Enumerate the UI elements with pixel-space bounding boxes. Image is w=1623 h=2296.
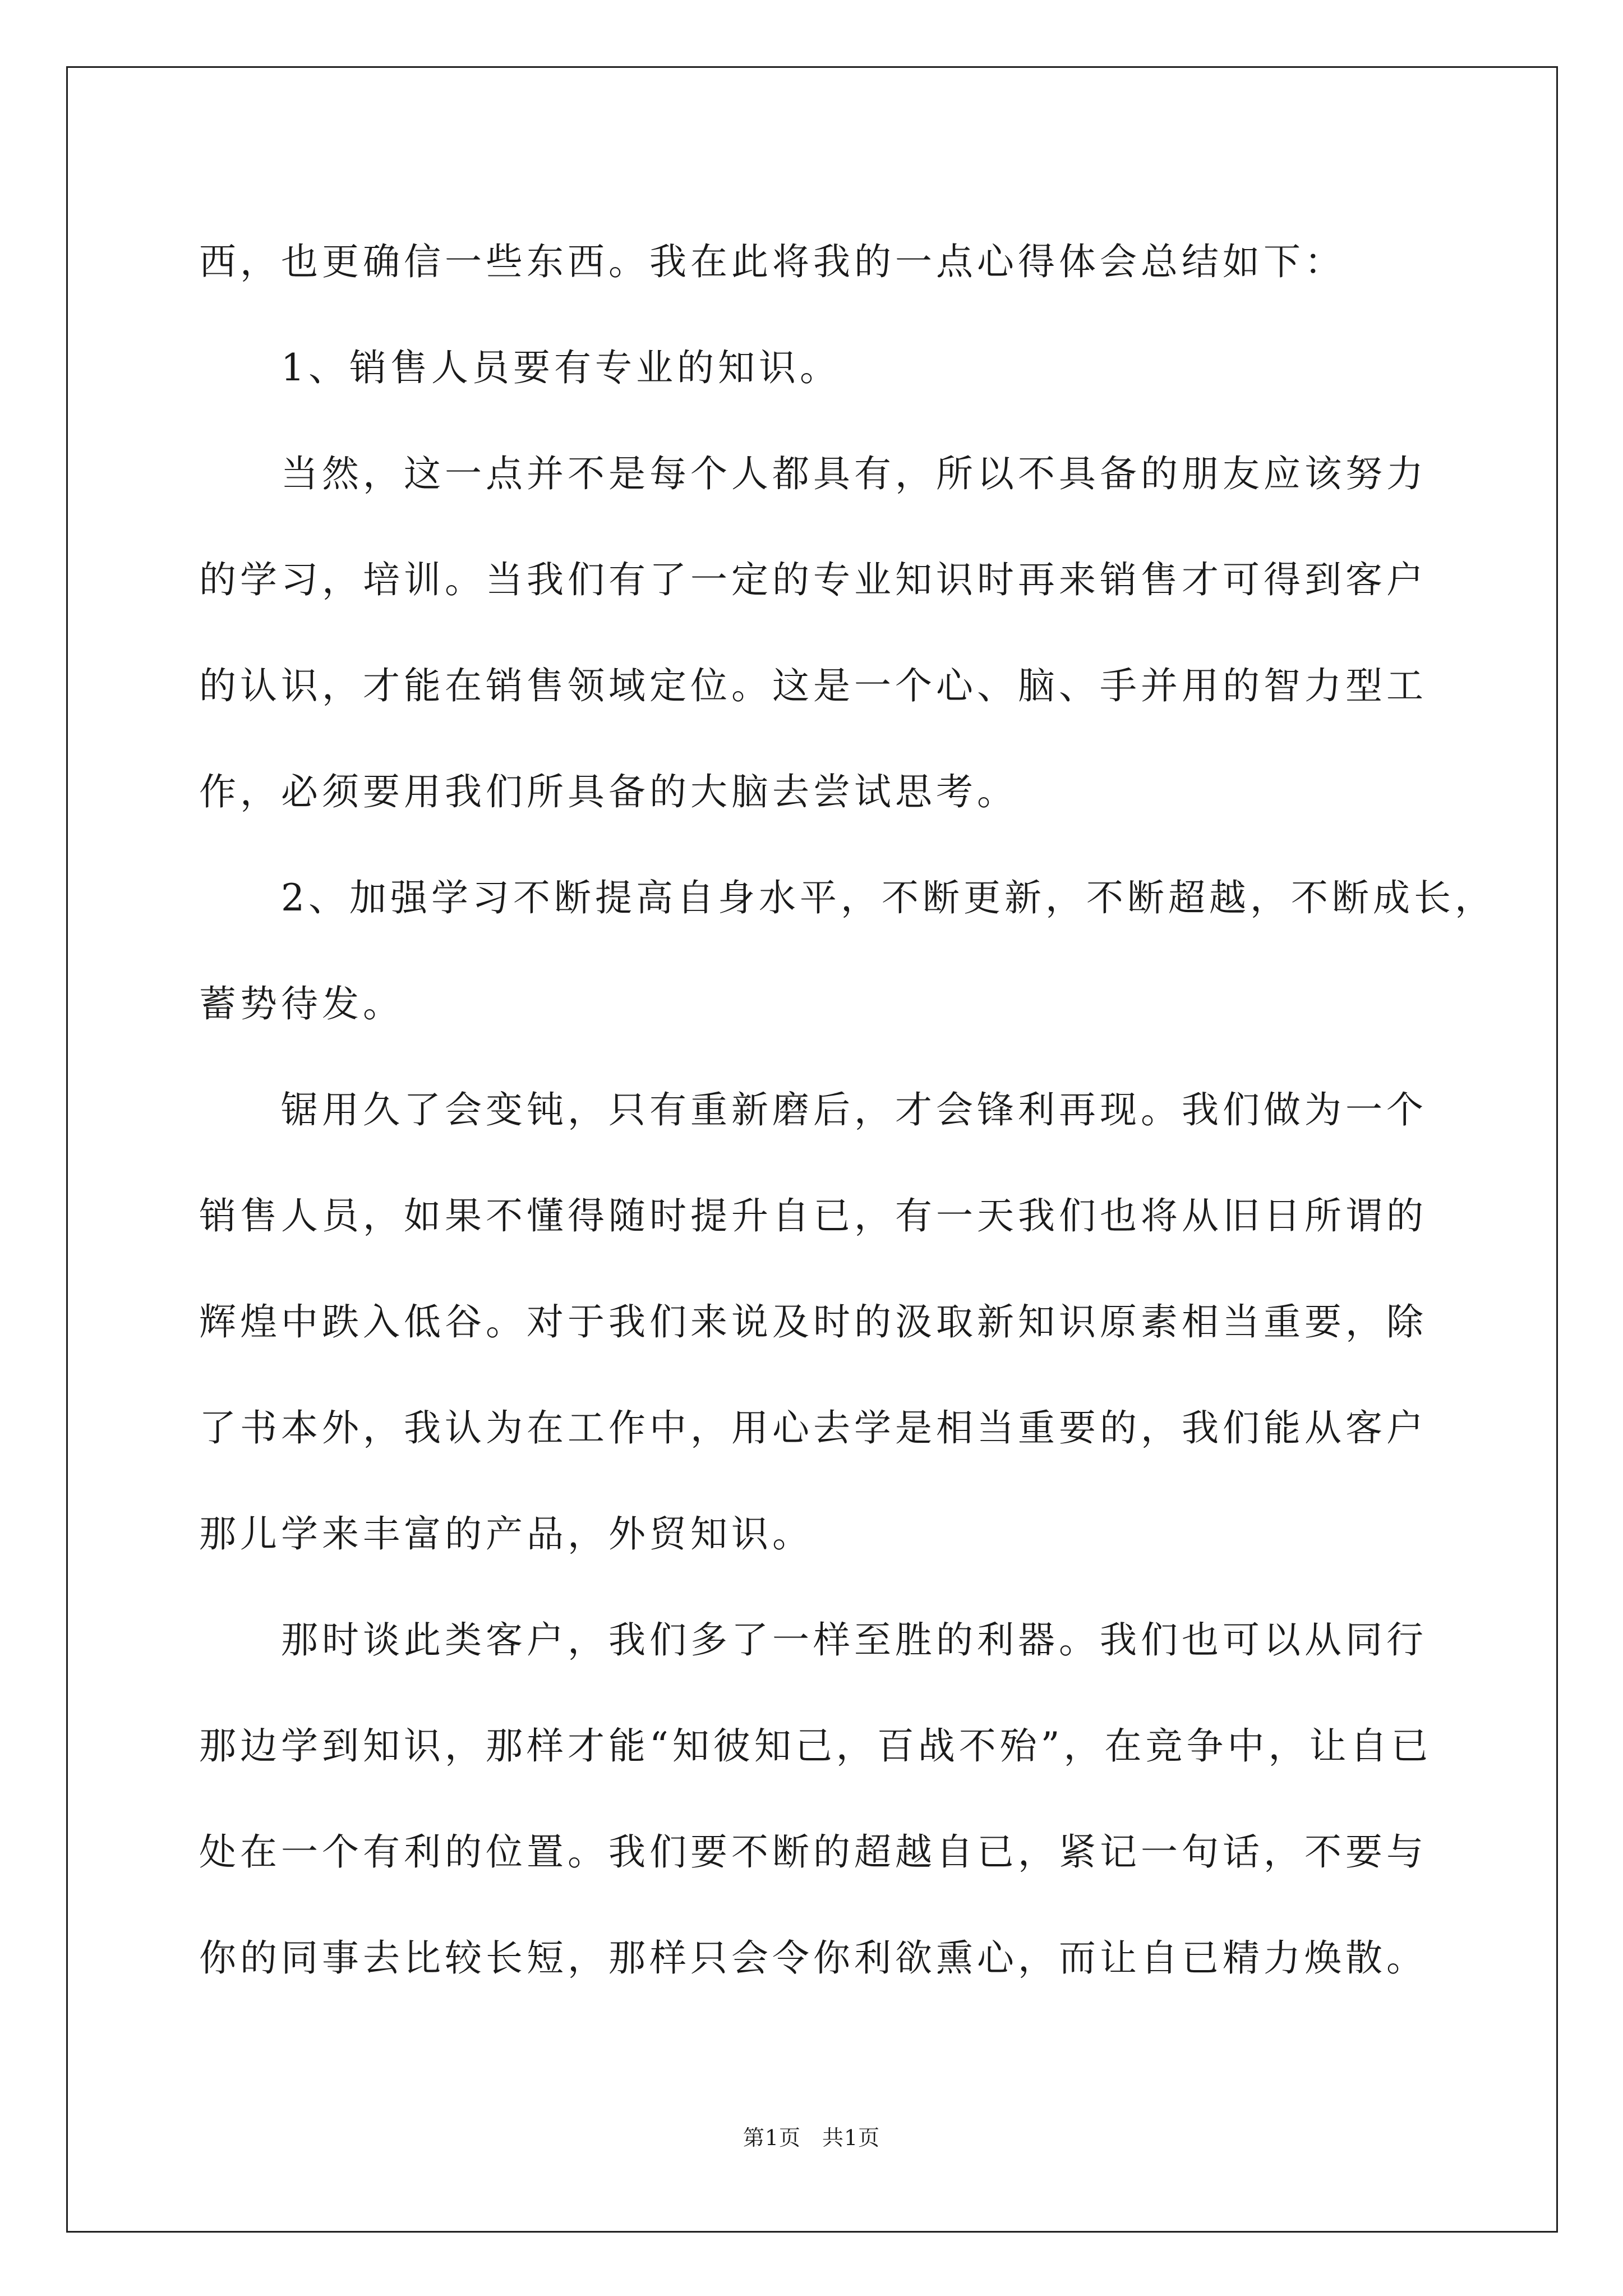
text-line: 处在一个有利的位置。我们要不断的超越自已，紧记一句话，不要与 — [199, 1830, 1427, 1874]
text-line: 辉煌中跌入低谷。对于我们来说及时的汲取新知识原素相当重要，除 — [199, 1300, 1427, 1343]
text-line: 销售人员，如果不懂得随时提升自已，有一天我们也将从旧日所谓的 — [199, 1194, 1427, 1237]
text-line: 了书本外，我认为在工作中，用心去学是相当重要的，我们能从客户 — [199, 1406, 1427, 1450]
paragraph-point-1-body-cont — [199, 527, 1427, 845]
paragraph-point-2-body — [199, 1057, 1427, 1163]
text-line: 那儿学来丰富的产品，外贸知识。 — [199, 1512, 813, 1556]
paragraph-point-1-body — [199, 421, 1427, 527]
text-line: 的学习，培训。当我们有了一定的专业知识时再来销售才可得到客户 — [199, 558, 1427, 601]
text-line: 作，必须要用我们所具备的大脑去尝试思考。 — [199, 770, 1018, 813]
text-line: 当然，这一点并不是每个人都具有，所以不具备的朋友应该努力 — [281, 452, 1427, 495]
paragraph-closing-cont — [199, 1693, 1432, 2011]
page-number-total: 共1页 — [822, 2125, 880, 2150]
text-line: 锯用久了会变钝，只有重新磨后，才会锋利再现。我们做为一个 — [281, 1088, 1427, 1131]
text-line: 蓄势待发。 — [199, 982, 404, 1025]
text-line: 你的同事去比较长短，那样只会令你利欲熏心，而让自已精力焕散。 — [199, 1936, 1427, 1980]
paragraph-point-1-heading — [199, 315, 1427, 421]
paragraph-point-2-heading-cont — [199, 951, 1427, 1057]
text-line: 1、销售人员要有专业的知识。 — [281, 346, 841, 389]
page-number-current: 第1页 — [743, 2125, 801, 2150]
paragraph-point-2-heading — [199, 845, 1496, 951]
text-line: 2、加强学习不断提高自身水平，不断更新，不断超越，不断成长， — [281, 876, 1496, 919]
text-line: 西，也更确信一些东西。我在此将我的一点心得体会总结如下： — [199, 240, 1345, 283]
document-body — [199, 209, 1496, 2011]
text-line: 的认识，才能在销售领域定位。这是一个心、脑、手并用的智力型工 — [199, 664, 1427, 707]
text-line: 那边学到知识，那样才能“知彼知己，百战不殆”，在竞争中，让自已 — [199, 1724, 1432, 1768]
page-footer — [0, 2120, 1623, 2151]
paragraph-closing — [199, 1587, 1427, 1693]
text-line: 那时谈此类客户，我们多了一样至胜的利器。我们也可以从同行 — [281, 1618, 1427, 1662]
paragraph-point-2-body-cont — [199, 1163, 1427, 1587]
paragraph-intro-tail — [199, 209, 1427, 315]
